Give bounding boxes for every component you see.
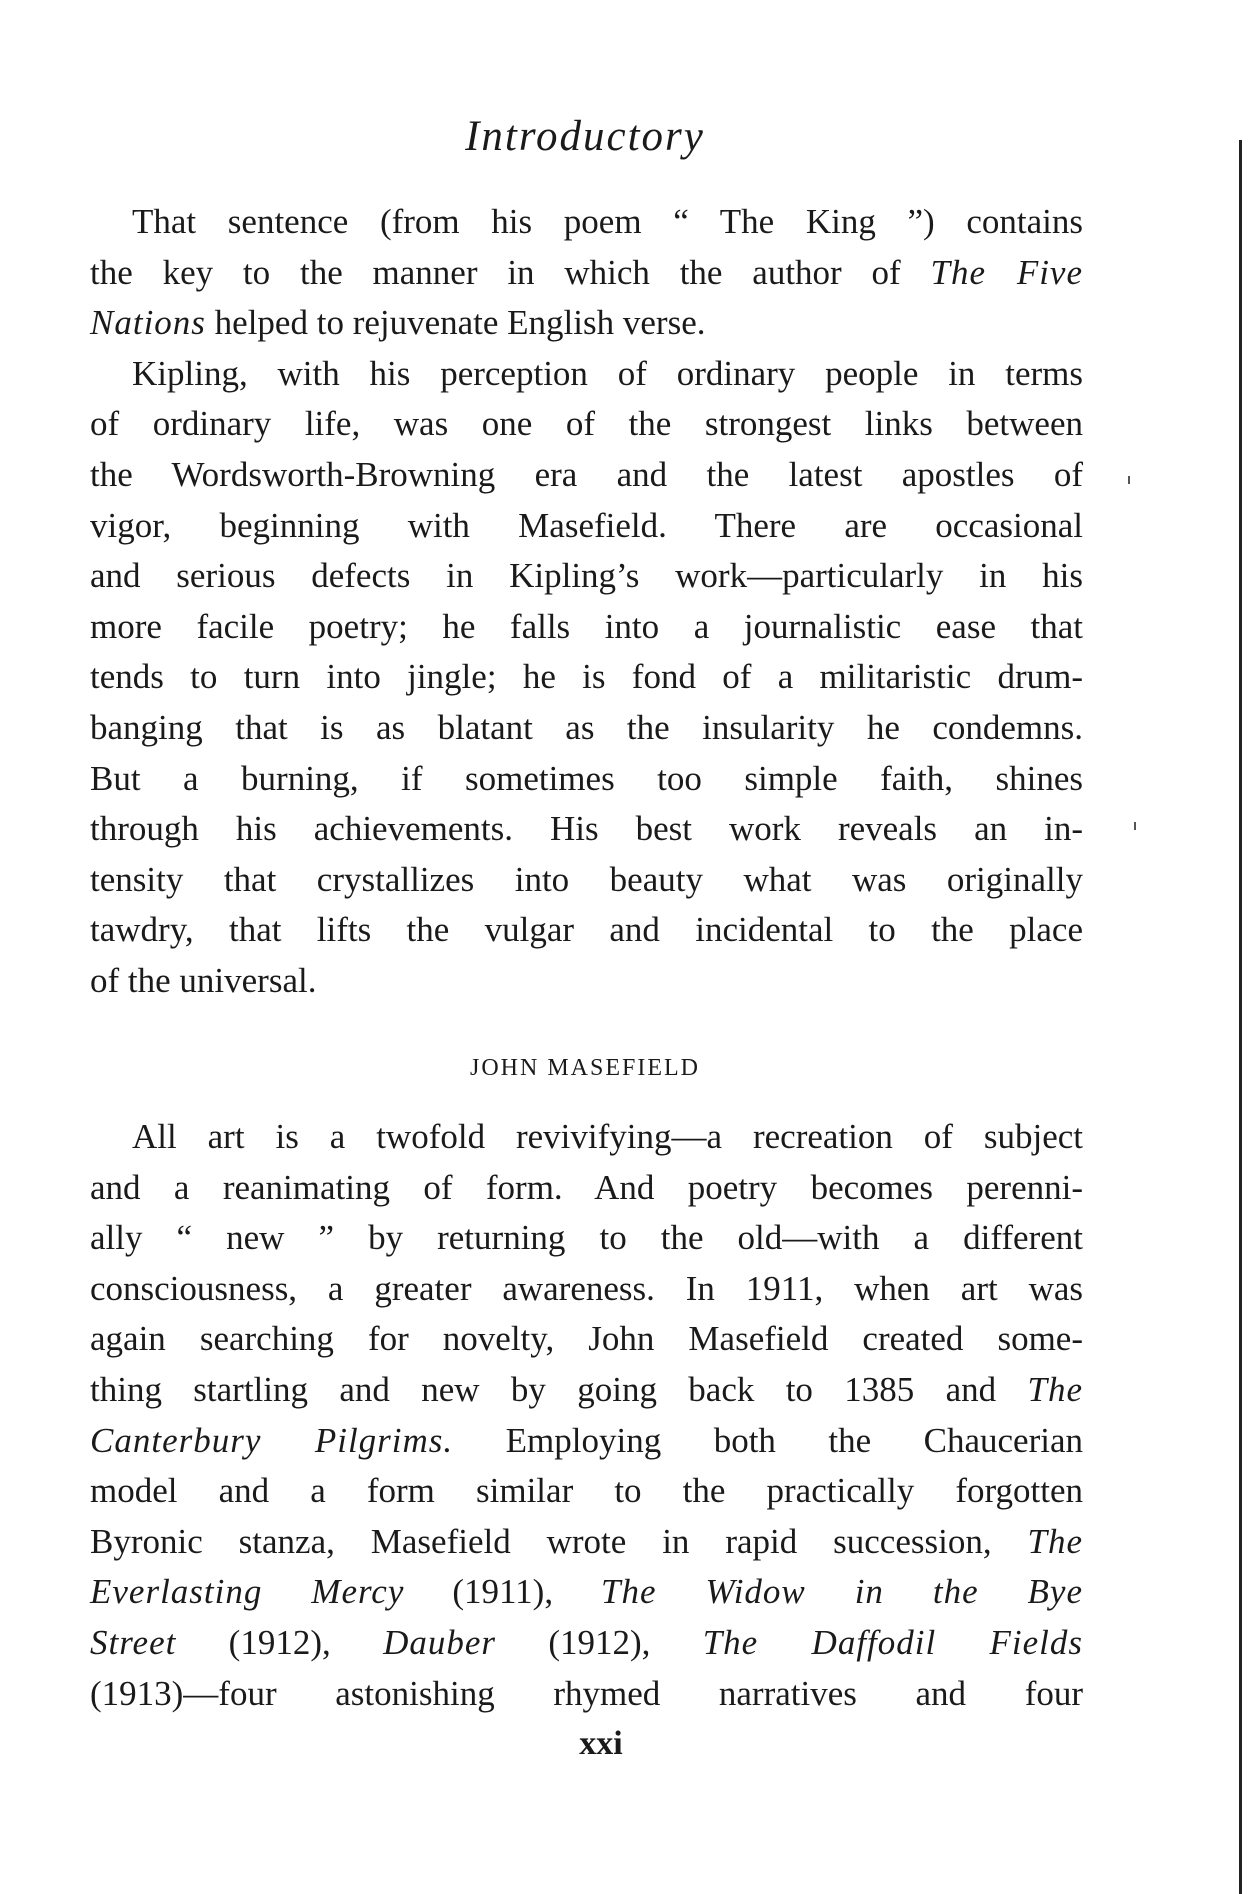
text-segment: helped to rejuvenate English verse. — [205, 303, 706, 343]
text-segment: (1911), — [404, 1572, 602, 1612]
section-heading: JOHN MASEFIELD — [469, 1055, 700, 1081]
text-segment: vigor, beginning with Masefield. There are occasional — [90, 505, 1083, 545]
italic-title-text: The — [1027, 1521, 1083, 1561]
text-segment: more facile poetry; he falls into a journalistic ease that — [90, 606, 1083, 646]
text-segment: again searching for novelty, John Masefield created some- — [90, 1319, 1083, 1359]
italic-title-text: Canterbury Pilgrims. — [90, 1420, 454, 1460]
text-segment: banging that is as blatant as the insularity he condemns. — [90, 708, 1083, 747]
text-line — [90, 854, 1083, 905]
text-segment: All art is a twofold revivifying—a recreation of subject — [132, 1117, 1083, 1156]
text-line — [90, 1263, 1083, 1314]
italic-title-text: The Widow in the Bye — [601, 1572, 1083, 1612]
text-line — [90, 550, 1083, 601]
text-segment: That sentence (from his poem “ The King ”) contains — [132, 202, 1083, 241]
text-line — [90, 904, 1083, 955]
text-segment: model and a form similar to the practically forgotten — [90, 1471, 1083, 1511]
scan-speck — [1134, 822, 1136, 830]
text-line — [90, 651, 1083, 702]
italic-title-text: The — [1027, 1370, 1083, 1409]
text-segment: of ordinary life, was one of the strongest links between — [90, 404, 1083, 444]
text-segment: thing startling and new by going back to 1385 and — [90, 1370, 1028, 1409]
text-line — [90, 601, 1083, 652]
text-segment: and serious defects in Kipling’s work—particularly in his — [90, 556, 1083, 596]
italic-title-text: Street — [90, 1623, 177, 1662]
text-segment: Byronic stanza, Masefield wrote in rapid succession, — [90, 1521, 1028, 1561]
text-line — [90, 1313, 1083, 1364]
text-line — [90, 398, 1083, 449]
text-segment: the key to the manner in which the author of — [90, 252, 931, 292]
text-line — [90, 1364, 1083, 1415]
text-line — [90, 1516, 1083, 1567]
text-segment: Kipling, with his perception of ordinary people in terms — [132, 353, 1083, 393]
text-segment: Employing both the Chaucerian — [453, 1420, 1083, 1460]
text-segment: tends to turn into jingle; he is fond of a militaristic drum- — [90, 657, 1083, 697]
text-line — [90, 1415, 1083, 1466]
scan-speck — [1128, 476, 1130, 484]
text-line — [90, 297, 1083, 348]
text-line — [90, 500, 1083, 551]
text-segment: ally “ new ” by returning to the old—with a different — [90, 1218, 1083, 1258]
text-line — [90, 1162, 1083, 1213]
text-segment: consciousness, a greater awareness. In 1911, when art was — [90, 1268, 1083, 1308]
text-segment: But a burning, if sometimes too simple faith, shines — [90, 758, 1083, 798]
text-line — [90, 196, 1083, 247]
text-segment: through his achievements. His best work reveals an in- — [90, 809, 1083, 849]
text-line — [90, 1465, 1083, 1516]
italic-title-text: Everlasting Mercy — [90, 1572, 405, 1612]
text-segment: of the universal. — [90, 961, 317, 1000]
italic-title-text: The Daffodil Fields — [702, 1623, 1084, 1662]
text-segment: tensity that crystallizes into beauty what was originally — [90, 859, 1083, 899]
italic-title-text: The Five — [930, 252, 1083, 292]
text-line — [90, 1566, 1083, 1617]
text-segment: the Wordsworth-Browning era and the latest apostles of — [90, 455, 1083, 494]
text-segment: (1912), — [176, 1623, 384, 1662]
page-number: xxi — [579, 1725, 623, 1762]
text-line — [90, 702, 1083, 753]
text-segment: tawdry, that lifts the vulgar and incidental to the place — [90, 910, 1083, 950]
text-line — [90, 1111, 1083, 1162]
text-segment: and a reanimating of form. And poetry becomes perenni- — [90, 1167, 1083, 1207]
running-head: Introductory — [465, 113, 705, 160]
italic-title-text: Nations — [90, 303, 206, 343]
text-line — [90, 955, 1083, 1006]
text-line — [90, 247, 1083, 298]
text-line — [90, 753, 1083, 804]
text-line — [90, 348, 1083, 399]
italic-title-text: Dauber — [383, 1623, 496, 1662]
text-line — [90, 1212, 1083, 1263]
page-edge-rule — [1239, 140, 1242, 1894]
text-line — [90, 1668, 1083, 1719]
text-segment: (1913)—four astonishing rhymed narratives and four — [90, 1673, 1083, 1713]
text-line — [90, 803, 1083, 854]
text-segment: (1912), — [496, 1623, 703, 1662]
text-line — [90, 449, 1083, 500]
text-line — [90, 1617, 1083, 1668]
